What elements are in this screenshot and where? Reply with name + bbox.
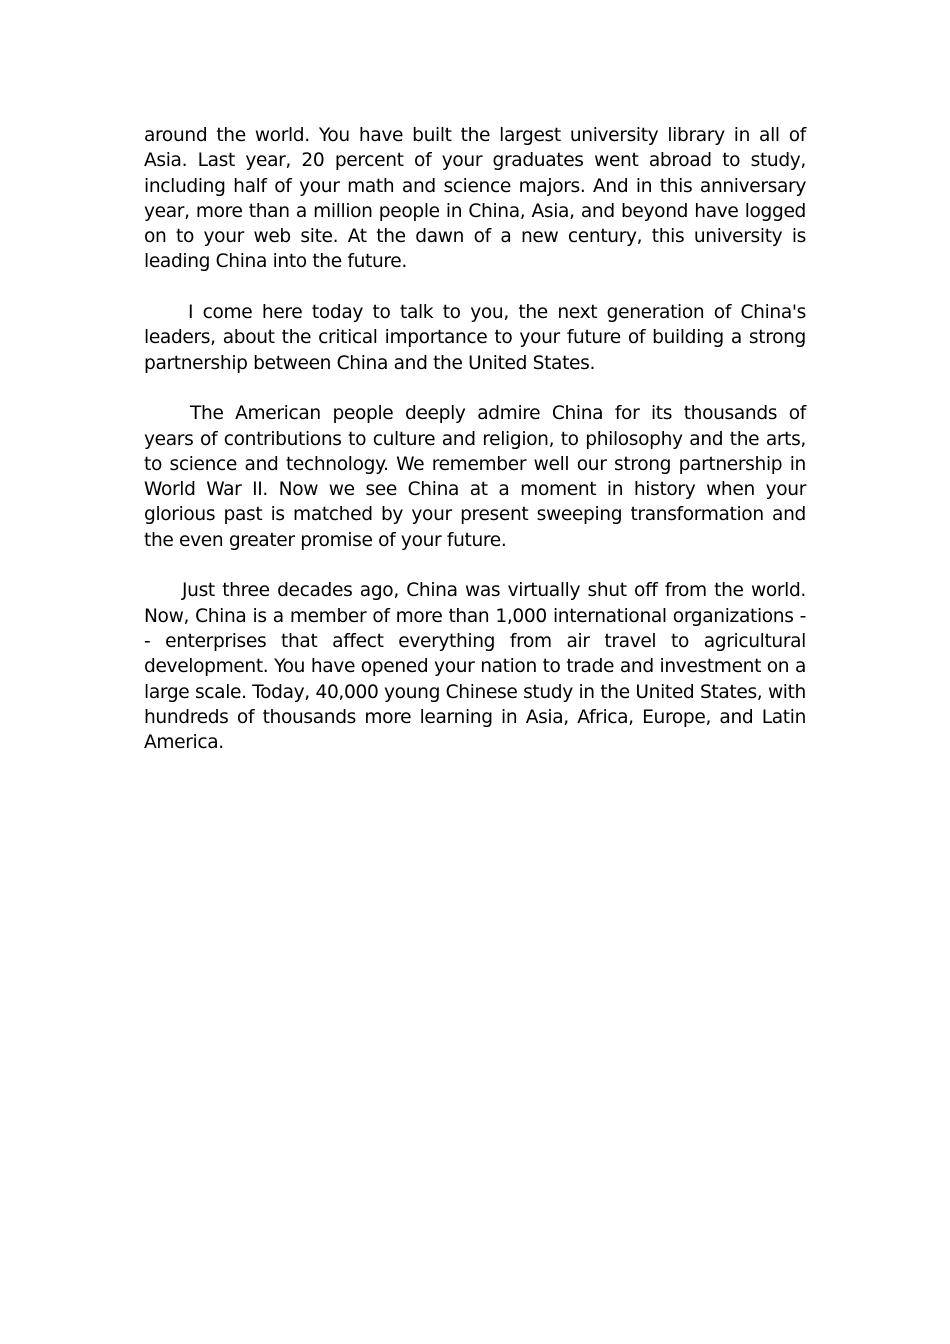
paragraph-3: The American people deeply admire China for its thousands of years of contributions to culture and religion, to philosophy and the arts, to science and technology. We remember well our strong partnership in World War II. Now we see China at a moment in history when your glorious past is matched by your present sweeping transformation and the even greater promise of your future. — [144, 403, 806, 551]
paragraph-4: Just three decades ago, China was virtually shut off from the world. Now, China is a member of more than 1,000 international organizations -- enterprises that affect everything from air travel to agricultural development. You have opened your nation to trade and investment on a large scale. Today, 40,000 young Chinese study in the United States, with hundreds of thousands more learning in Asia, Africa, Europe, and Latin America. — [144, 580, 806, 754]
paragraph-1: around the world. You have built the largest university library in all of Asia. Last year, 20 percent of your graduates went abroad to study, including half of your math and science majors. And in this anniversary year, more than a million people in China, Asia, and beyond have logged on to your web site. At the dawn of a new century, this university is leading China into the future. — [144, 125, 806, 273]
paragraph-2: I come here today to talk to you, the next generation of China's leaders, about the critical importance to your future of building a strong partnership between China and the United States. — [144, 302, 806, 374]
document-body — [144, 123, 806, 781]
